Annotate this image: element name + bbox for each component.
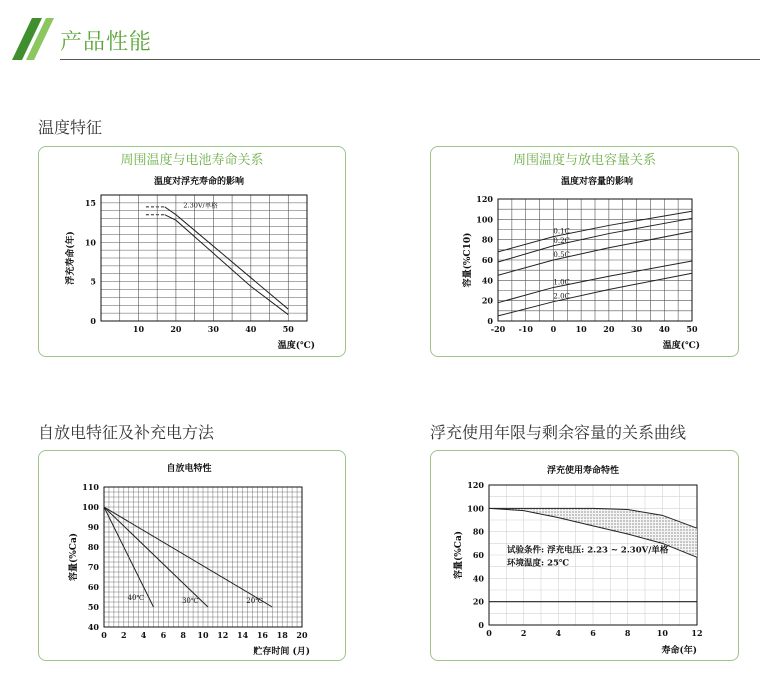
y-tick-label: 40 [472,573,484,584]
y-tick-label: 0 [487,316,493,326]
x-tick-label: 10 [132,324,145,334]
y-tick-label: 50 [87,602,99,612]
chart-card-temp-capacity [430,146,739,357]
x-tick-label: 0 [550,324,557,334]
section-title-self-discharge: 自放电特征及补充电方法 [38,423,215,442]
y-tick-label: 0 [478,620,484,630]
y-axis-label: 容量(%Ca) [454,530,464,580]
y-tick-label: 20 [481,295,493,306]
y-tick-label: 10 [84,237,96,248]
x-tick-label: 2 [520,628,527,638]
x-tick-label: 18 [276,630,288,640]
section-title-temperature: 温度特征 [38,118,103,137]
x-axis-label: 寿命(年) [661,646,697,656]
series-label: 0.1C [553,227,570,236]
x-tick-label: 4 [140,630,147,640]
x-tick-label: 10 [656,628,668,638]
series-label: 0.2C [553,236,570,245]
x-tick-label: 50 [686,324,698,334]
y-tick-label: 120 [476,194,493,204]
chart-title: 温度对容量的影响 [560,177,634,187]
x-tick-label: 4 [555,628,562,638]
y-tick-label: 40 [481,275,493,286]
x-tick-label: 0 [486,628,492,638]
y-tick-label: 100 [82,502,99,512]
y-tick-label: 0 [90,316,96,326]
x-tick-label: 0 [101,630,107,640]
x-tick-label: 8 [624,628,631,638]
voltage-note: 2.30V/单格 [183,201,218,210]
y-tick-label: 60 [87,582,99,592]
test-condition-note: 试验条件: 浮充电压: 2.23 ~ 2.30V/单格 [507,545,669,556]
x-tick-label: 6 [160,630,167,640]
x-axis-label: 贮存时间 (月) [253,647,310,657]
chart-title: 自放电特性 [166,464,212,474]
x-tick-label: 2 [121,630,127,640]
y-tick-label: 80 [481,234,493,245]
page-header [0,0,767,70]
y-tick-label: 40 [87,622,99,632]
x-tick-label: -20 [490,324,506,334]
capacity-temperature-chart [431,147,740,358]
card-caption: 周围温度与放电容量关系 [512,153,656,168]
y-axis-label: 容量(%C10) [463,232,473,288]
y-tick-label: 90 [87,522,99,532]
series-label: 0.5C [553,251,570,259]
float-life-capacity-chart [431,451,740,662]
x-tick-label: 12 [217,630,229,640]
x-tick-label: 10 [575,324,587,334]
x-tick-label: 12 [691,628,703,638]
chart-card-float-life [430,450,739,661]
y-tick-label: 60 [481,255,493,265]
x-tick-label: 30 [631,324,643,334]
y-tick-label: 100 [476,214,493,225]
series-line [146,215,288,315]
test-condition-note: 环境温度: 25℃ [507,558,570,569]
y-tick-label: 15 [84,197,96,208]
x-tick-label: 20 [170,324,182,334]
chart-title: 温度对浮充寿命的影响 [153,177,245,187]
card-caption: 周围温度与电池寿命关系 [120,153,264,168]
chart-card-self-discharge [38,450,346,661]
x-tick-label: 30 [207,324,219,334]
chart-card-temp-life [38,146,346,357]
series-label: 20℃ [246,597,264,605]
chart-title: 浮充使用寿命特性 [546,466,620,476]
series-label: 2.0C [553,292,570,301]
y-tick-label: 60 [472,550,484,560]
x-tick-label: 20 [603,324,615,334]
x-tick-label: -10 [518,324,533,334]
y-tick-label: 80 [87,542,99,552]
self-discharge-chart [39,451,347,662]
series-label: 40℃ [127,594,145,602]
y-tick-label: 20 [472,596,484,607]
x-tick-label: 40 [245,324,257,334]
x-tick-label: 8 [180,630,186,640]
x-tick-label: 10 [197,630,209,640]
y-tick-label: 70 [87,562,99,572]
x-tick-label: 14 [237,630,249,640]
x-tick-label: 50 [282,324,294,334]
float-life-temperature-chart [39,147,347,358]
series-label: 30℃ [181,597,199,605]
y-tick-label: 80 [472,526,484,537]
page-title: 产品性能 [60,30,153,55]
x-tick-label: 6 [590,628,596,638]
header-divider [60,59,760,60]
y-axis-label: 浮充寿命(年) [66,231,76,285]
x-axis-label: 温度(℃) [662,341,700,351]
y-tick-label: 110 [82,482,99,492]
x-axis-label: 温度(℃) [277,341,315,351]
x-tick-label: 16 [256,630,268,640]
y-axis-label: 容量(%Ca) [69,532,79,582]
x-tick-label: 20 [296,630,308,640]
x-tick-label: 40 [658,324,670,334]
series-label: 1.0C [553,278,570,287]
section-title-float-life: 浮充使用年限与剩余容量的关系曲线 [430,423,687,442]
y-tick-label: 5 [90,276,96,287]
y-tick-label: 100 [467,503,484,514]
logo-stripes-icon [12,18,54,60]
y-tick-label: 120 [467,480,484,490]
